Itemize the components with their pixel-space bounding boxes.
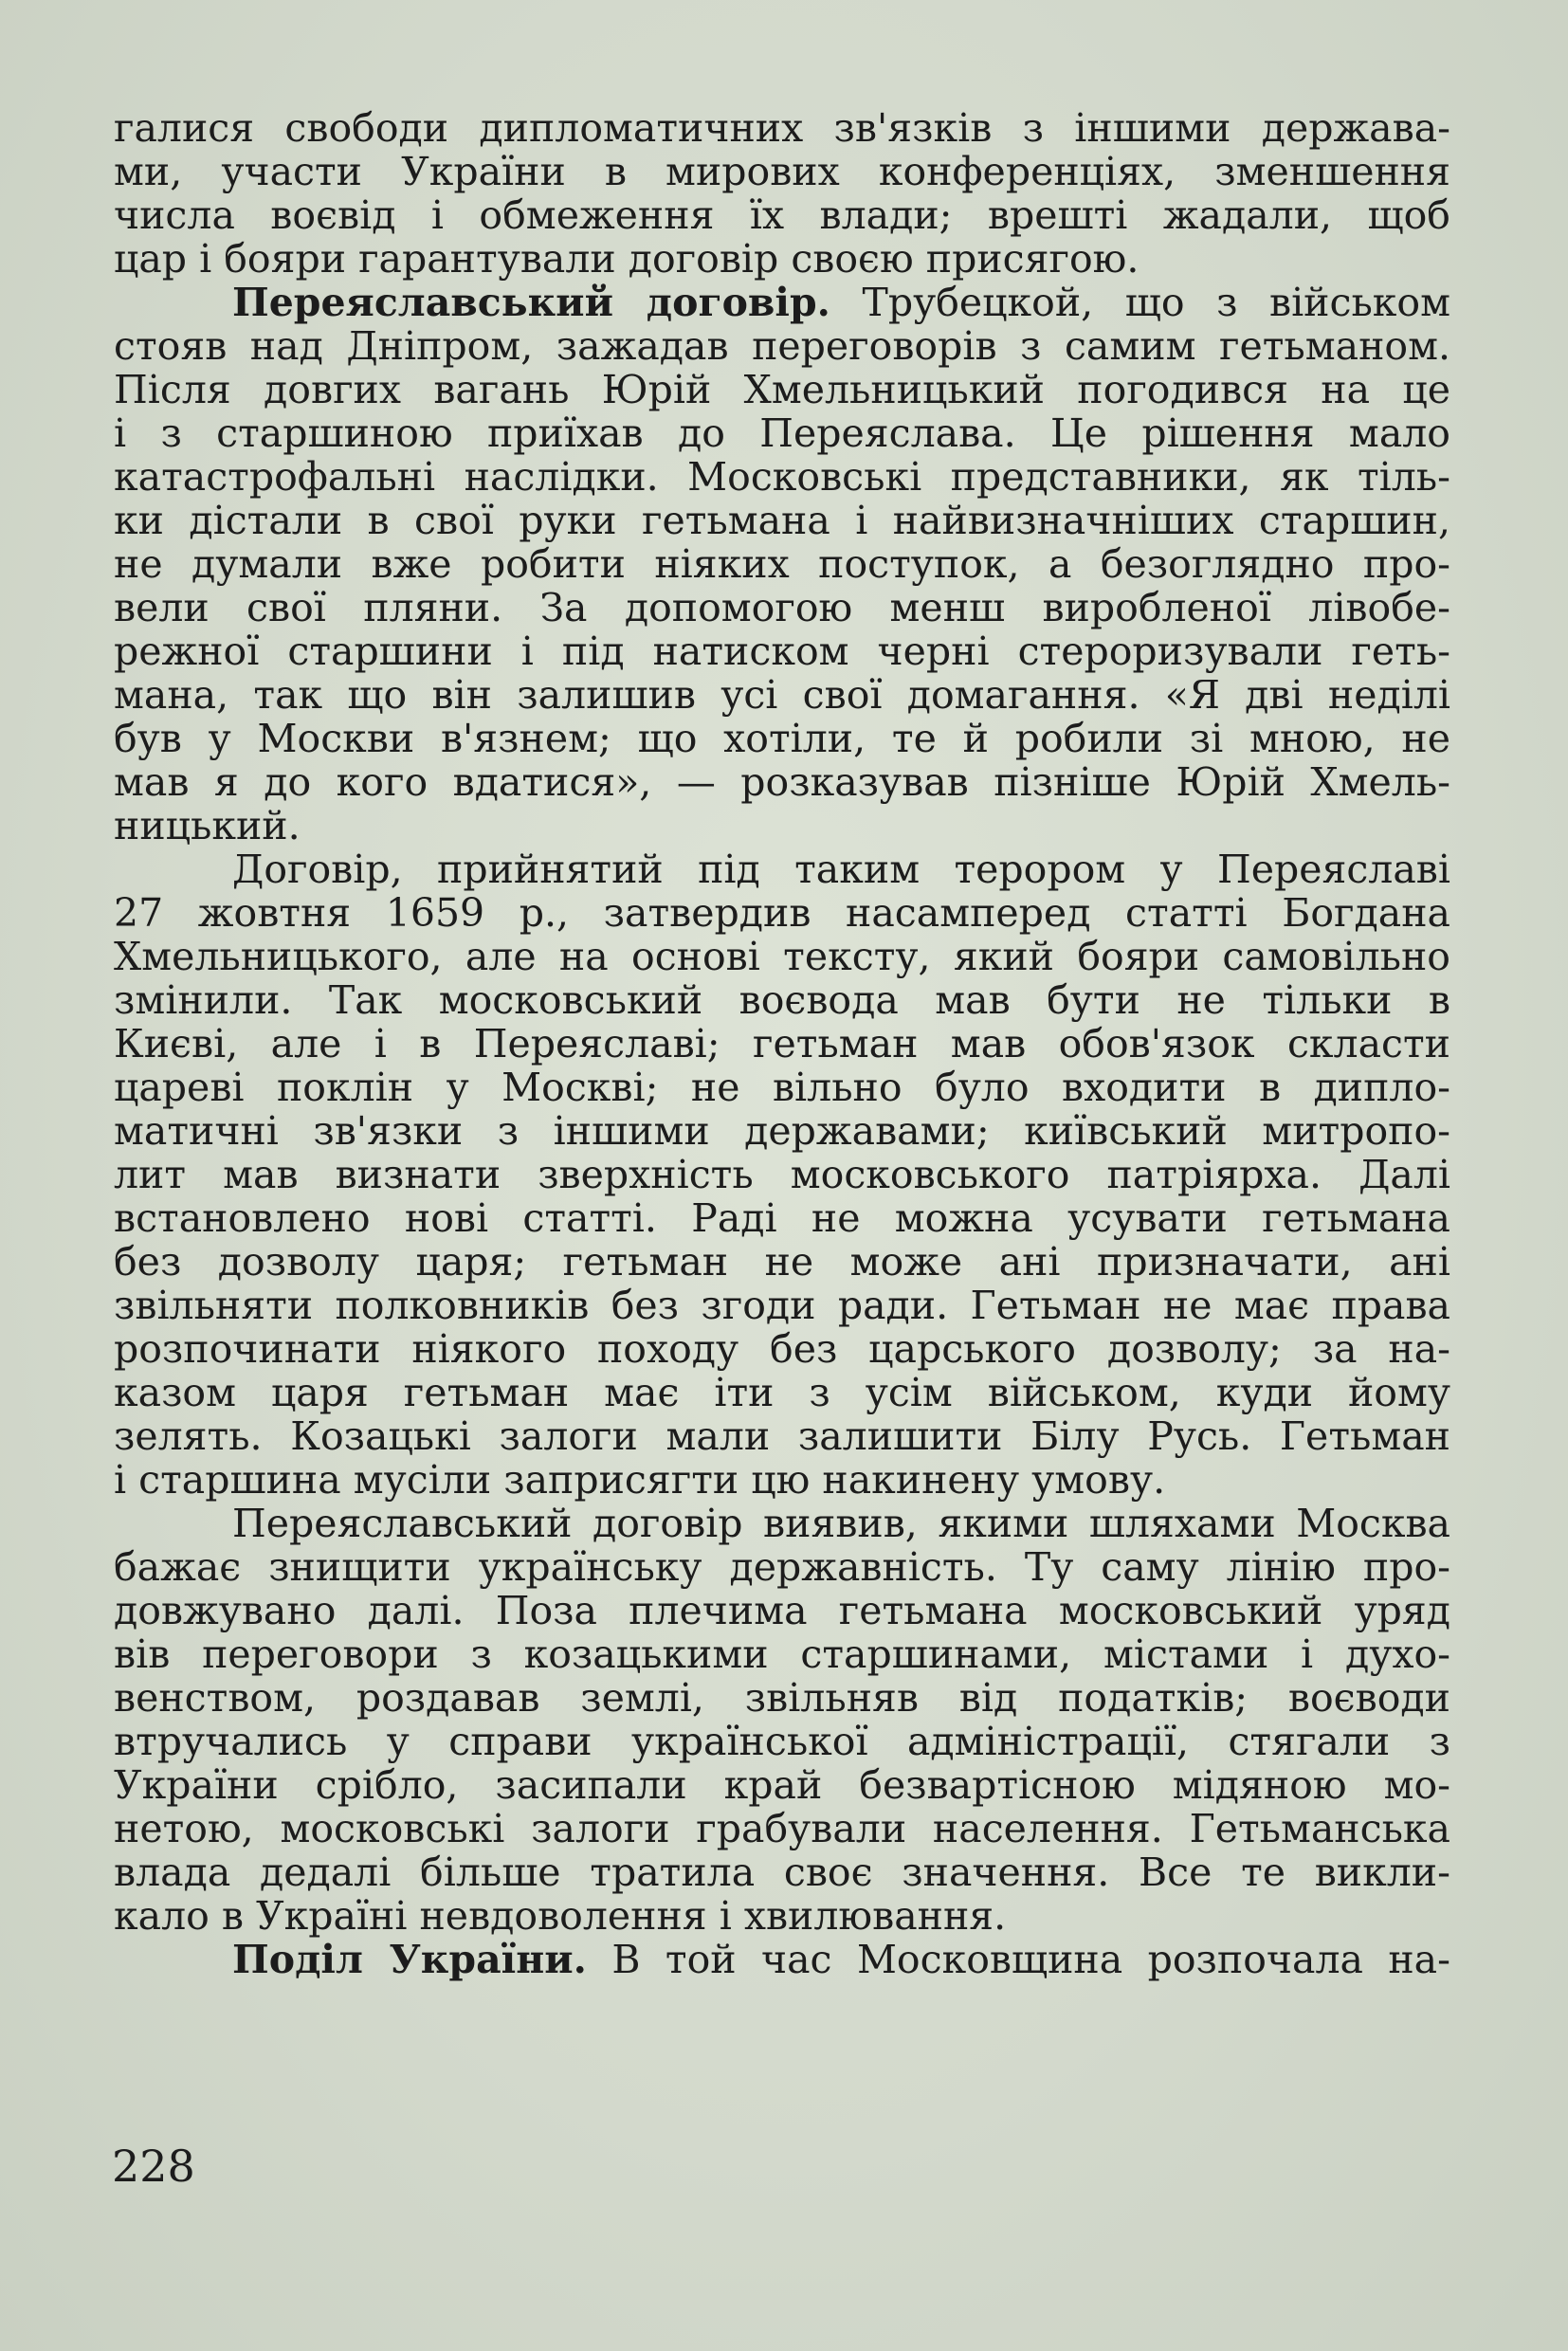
body-text — [114, 106, 1450, 1981]
text-line — [114, 1938, 1450, 1981]
text-line: змінили. Так московський воєвода мав бути не тільки в — [114, 977, 1450, 1023]
text-line: не думали вже робити ніяких поступок, а безоглядно про- — [114, 541, 1450, 587]
text-line: Переяславський договір виявив, якими шляхами Москва — [232, 1501, 1450, 1546]
text-line: розпочинати ніякого походу без царського дозволу; за на- — [114, 1326, 1450, 1372]
section-heading: Поділ України. — [232, 1937, 587, 1982]
text-line: режної старшини і під натиском черні стероризували геть- — [114, 629, 1450, 674]
text-line: мав я до кого вдатися», — розказував пізніше Юрій Хмель- — [114, 759, 1450, 805]
text-line: встановлено нові статті. Раді не можна усувати гетьмана — [114, 1195, 1450, 1241]
text-line: Після довгих вагань Юрій Хмельницький погодився на це — [114, 367, 1450, 412]
text-line: лит мав визнати зверхність московського патріярха. Далі — [114, 1152, 1450, 1197]
text-line: числа воєвід і обмеження їх влади; врешті жадали, щоб — [114, 192, 1450, 238]
text-line: нетою, московські залоги грабували населення. Гетьманська — [114, 1806, 1450, 1851]
text-line: був у Москви в'язнем; що хотіли, те й робили зі мною, не — [114, 716, 1450, 761]
text-line: звільняти полковників без згоди ради. Гетьман не має права — [114, 1283, 1450, 1328]
text-line: зелять. Козацькі залоги мали залишити Білу Русь. Гетьман — [114, 1413, 1450, 1459]
text-line: України срібло, засипали край безвартісною мідяною мо- — [114, 1762, 1450, 1808]
text-line: Києві, але і в Переяславі; гетьман мав обов'язок скласти — [114, 1021, 1450, 1066]
text-line: вів переговори з козацькими старшинами, містами і духо- — [114, 1631, 1450, 1677]
section-heading: Переяславський договір. — [232, 280, 830, 325]
text-line: ми, участи України в мирових конференціях, зменшення — [114, 149, 1450, 194]
text-fragment: В той час Московщина розпочала на- — [586, 1937, 1450, 1982]
text-line: кало в Україні невдоволення і хвилювання. — [114, 1893, 1007, 1939]
text-line: цар і бояри гарантували договір своєю присягою. — [114, 236, 1140, 282]
text-line: матичні зв'язки з іншими державами; київський митропо- — [114, 1108, 1450, 1154]
text-line: мана, так що він залишив усі свої домагання. «Я дві неділі — [114, 672, 1450, 718]
text-line: стояв над Дніпром, зажадав переговорів з самим гетьманом. — [114, 323, 1450, 369]
text-line: і старшина мусіли заприсягти цю накинену умову. — [114, 1457, 1166, 1503]
text-line: венством, роздавав землі, звільняв від податків; воєводи — [114, 1675, 1450, 1721]
text-line: довжувано далі. Поза плечима гетьмана московський уряд — [114, 1588, 1450, 1633]
text-line: цареві поклін у Москві; не вільно було входити в дипло- — [114, 1065, 1450, 1110]
text-line: влада дедалі більше тратила своє значення. Все те викли- — [114, 1850, 1450, 1895]
text-line: 27 жовтня 1659 р., затвердив насамперед статті Богдана — [114, 890, 1450, 936]
text-line: ки дістали в свої руки гетьмана і найвизначніших старшин, — [114, 498, 1450, 543]
text-line: бажає знищити українську державність. Ту саму лінію про- — [114, 1544, 1450, 1590]
text-line: казом царя гетьман має іти з усім військом, куди йому — [114, 1370, 1450, 1415]
page-number: 228 — [112, 2141, 195, 2192]
text-line — [114, 281, 1450, 324]
text-line: Договір, прийнятий під таким терором у Переяславі — [232, 847, 1450, 892]
text-fragment: Трубецкой, що з військом — [830, 280, 1450, 325]
text-line: ницький. — [114, 803, 301, 848]
text-line: вели свої пляни. За допомогою менш виробленої лівобе- — [114, 585, 1450, 630]
text-line: без дозволу царя; гетьман не може ані призначати, ані — [114, 1239, 1450, 1285]
text-line: втручались у справи української адміністрації, стягали з — [114, 1719, 1450, 1764]
text-line: Хмельницького, але на основі тексту, який бояри самовільно — [114, 934, 1450, 979]
text-line: галися свободи дипломатичних зв'язків з іншими держава- — [114, 105, 1450, 151]
text-line: катастрофальні наслідки. Московські представники, як тіль- — [114, 454, 1450, 500]
text-line: і з старшиною приїхав до Переяслава. Це рішення мало — [114, 410, 1450, 456]
